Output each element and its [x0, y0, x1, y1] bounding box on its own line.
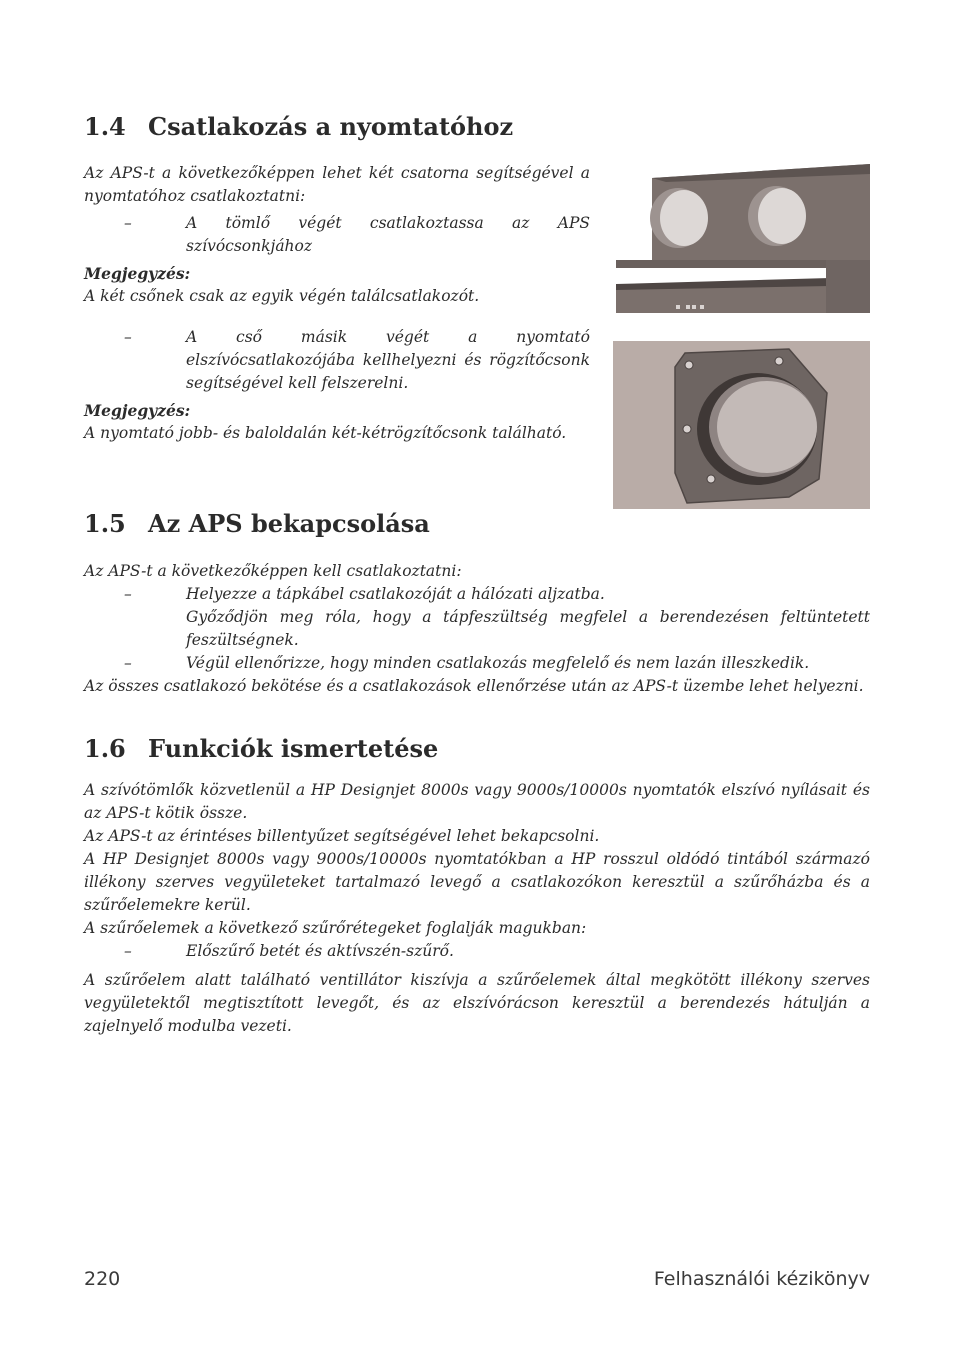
- section-title: Funkciók ismertetése: [148, 734, 439, 763]
- list-item: [84, 212, 590, 258]
- aps-ports-image: [616, 160, 870, 313]
- note-label: Megjegyzés:: [84, 401, 191, 420]
- paragraph: A szűrőelemek a következő szűrőrétegeket foglalják magukban:: [84, 919, 587, 937]
- dash-bullet: –: [124, 328, 132, 346]
- fixing-flange-image: [613, 341, 870, 509]
- dash-bullet: –: [124, 214, 132, 232]
- section-1-6-heading: [84, 734, 438, 763]
- list-item-text: Győződjön meg róla, hogy a tápfeszültség megfelel a berendezésen feltüntetett feszültségnek.: [186, 608, 870, 649]
- fixing-flange-illustration: [613, 341, 870, 509]
- dash-bullet: –: [124, 654, 132, 672]
- intro-paragraph: Az APS-t a következőképpen kell csatlakoztatni:: [84, 562, 462, 580]
- list-item-text: Előszűrő betét és aktívszén-szűrő.: [186, 942, 454, 960]
- section-title: Az APS bekapcsolása: [148, 509, 430, 538]
- list-item: [84, 652, 870, 675]
- page-number: 220: [84, 1268, 121, 1290]
- note-text: A nyomtató jobb- és baloldalán két-kétrögzítőcsonk található.: [84, 424, 567, 442]
- section-1-5-body: [84, 560, 870, 698]
- aps-ports-illustration: [616, 160, 870, 313]
- list-item: [84, 326, 590, 395]
- list-item-text: A cső másik végét a nyomtató elszívócsatlakozójába kellhelyezni és rögzítőcsonk segítségével kell felszerelni.: [186, 328, 590, 392]
- list-item: [84, 940, 870, 963]
- outro-paragraph: Az összes csatlakozó bekötése és a csatlakozások ellenőrzése után az APS-t üzembe lehet helyezni.: [84, 677, 864, 695]
- note-text: A két csőnek csak az egyik végén találcsatlakozót.: [84, 287, 480, 305]
- section-1-4-heading: [84, 112, 513, 141]
- paragraph: A HP Designjet 8000s vagy 9000s/10000s nyomtatókban a HP rosszul oldódó tintából származó illékony szerves vegyületeket tartalmazó levegő a csatlakozókon keresztül a szűrőházba és a szűrőelemekre kerül.: [84, 850, 870, 914]
- section-1-6-body: [84, 779, 870, 1038]
- section-number: 1.4: [84, 112, 126, 141]
- paragraph: Az APS-t az érintéses billentyűzet segítségével lehet bekapcsolni.: [84, 827, 600, 845]
- note-label: Megjegyzés:: [84, 264, 191, 283]
- document-title: Felhasználói kézikönyv: [653, 1268, 870, 1290]
- section-number: 1.6: [84, 734, 126, 763]
- list-item-text: A tömlő végét csatlakoztassa az APS szívócsonkjához: [186, 214, 590, 255]
- paragraph: A szívótömlők közvetlenül a HP Designjet 8000s vagy 9000s/10000s nyomtatók elszívó nyílásait és az APS-t kötik össze.: [84, 781, 870, 822]
- section-1-5-heading: [84, 509, 430, 538]
- list-item: [84, 583, 870, 652]
- list-item-text: Végül ellenőrizze, hogy minden csatlakozás megfelelő és nem lazán illeszkedik.: [186, 654, 810, 672]
- paragraph: A szűrőelem alatt található ventillátor kiszívja a szűrőelemek által megkötött illékony szerves vegyületektől megtisztított levegőt, és az elszívórácson keresztül a berendezés hátulján a zajelnyelő modulba vezeti.: [84, 971, 870, 1035]
- dash-bullet: –: [124, 942, 132, 960]
- section-number: 1.5: [84, 509, 126, 538]
- section-1-4-body: [84, 162, 590, 445]
- list-item-text: Helyezze a tápkábel csatlakozóját a hálózati aljzatba.: [186, 585, 605, 603]
- intro-paragraph: Az APS-t a következőképpen lehet két csatorna segítségével a nyomtatóhoz csatlakoztatni:: [84, 164, 590, 205]
- section-title: Csatlakozás a nyomtatóhoz: [148, 112, 514, 141]
- dash-bullet: –: [124, 585, 132, 603]
